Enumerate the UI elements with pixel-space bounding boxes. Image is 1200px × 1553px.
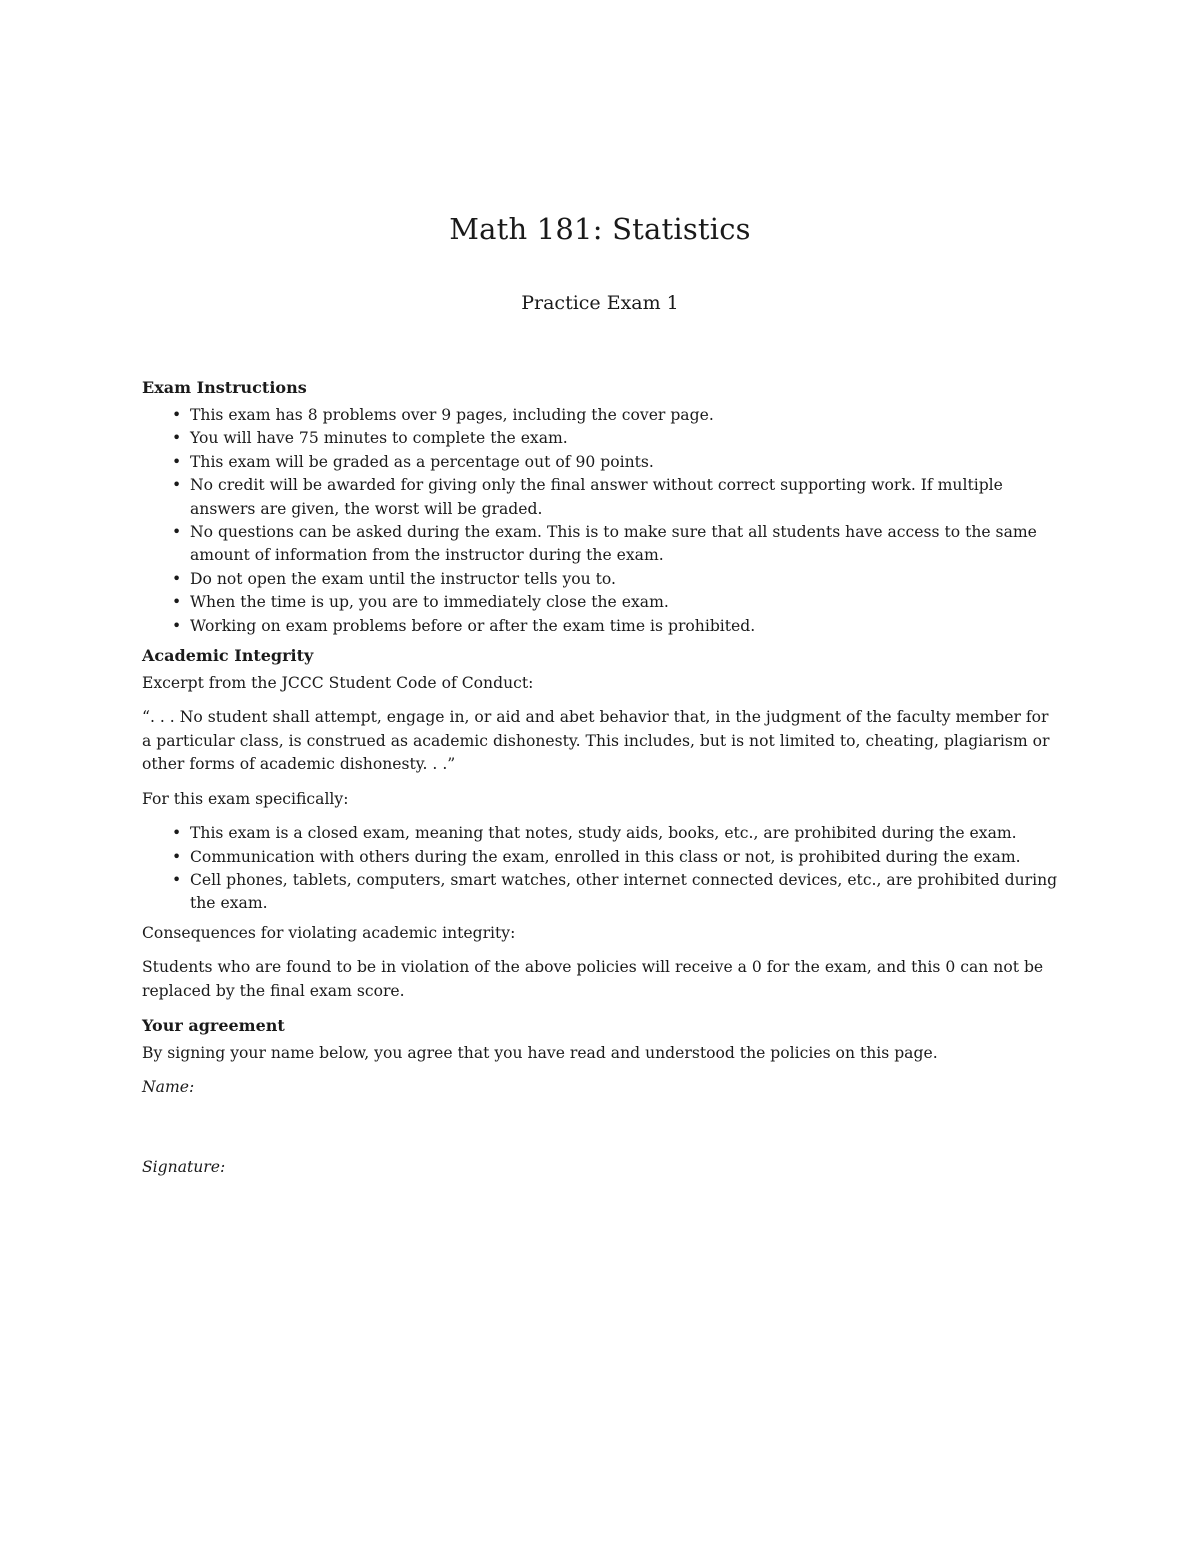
name-label: Name:: [142, 1078, 195, 1097]
list-item: • No credit will be awarded for giving only the final answer without correct supporting work. If multiple answers are given, the worst will be graded.: [142, 474, 1060, 521]
list-item: • Communication with others during the exam, enrolled in this class or not, is prohibited during the exam.: [142, 846, 1060, 869]
instructions-list: [142, 404, 1060, 638]
list-item: • Do not open the exam until the instructor tells you to.: [142, 568, 1060, 591]
list-item: • This exam has 8 problems over 9 pages, including the cover page.: [142, 404, 1060, 427]
list-item: • You will have 75 minutes to complete the exam.: [142, 427, 1060, 450]
instructions-heading: Exam Instructions: [142, 378, 307, 397]
signature-block: [142, 1076, 1060, 1179]
list-item: • This exam is a closed exam, meaning that notes, study aids, books, etc., are prohibited during the exam.: [142, 822, 1060, 845]
consequences-text: Students who are found to be in violation of the above policies will receive a 0 for the exam, and this 0 can not be replaced by the final exam score.: [142, 958, 1044, 1000]
consequences-intro: Consequences for violating academic integrity:: [142, 923, 516, 942]
agreement-text: By signing your name below, you agree that you have read and understood the policies on this page.: [142, 1043, 938, 1062]
excerpt-intro: Excerpt from the JCCC Student Code of Conduct:: [142, 674, 534, 693]
list-item: • No questions can be asked during the exam. This is to make sure that all students have access to the same amount of information from the instructor during the exam.: [142, 521, 1060, 568]
integrity-heading: Academic Integrity: [142, 646, 314, 666]
list-item: • Working on exam problems before or after the exam time is prohibited.: [142, 615, 1060, 638]
list-item: • Cell phones, tablets, computers, smart watches, other internet connected devices, etc., are prohibited during the exam.: [142, 869, 1060, 916]
page-subtitle: Practice Exam 1: [521, 292, 679, 314]
code-of-conduct-quote: “. . . No student shall attempt, engage in, or aid and abet behavior that, in the judgment of the faculty member for a particular class, is construed as academic dishonesty. This includes, but is not limited to, cheating, plagiarism or other forms of academic dishonesty. . .”: [142, 708, 1050, 774]
cover-content: [142, 376, 1060, 1179]
specific-intro: For this exam specifically:: [142, 789, 349, 808]
page-title: Math 181: Statistics: [449, 212, 751, 246]
specific-rules-list: [142, 822, 1060, 916]
list-item: • When the time is up, you are to immediately close the exam.: [142, 591, 1060, 614]
agreement-heading: Your agreement: [142, 1015, 285, 1035]
signature-label: Signature:: [142, 1157, 226, 1176]
list-item: • This exam will be graded as a percentage out of 90 points.: [142, 451, 1060, 474]
